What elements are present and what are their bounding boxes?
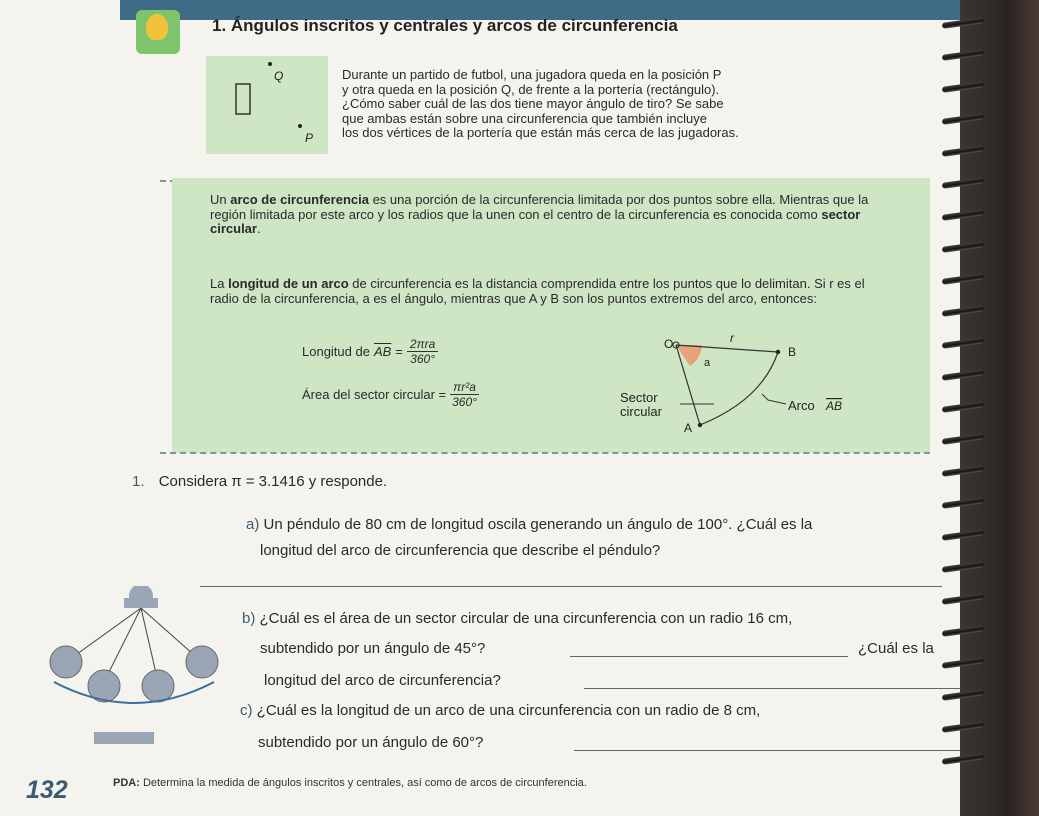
label-sector: Sector: [620, 390, 658, 405]
paragraph-text: La: [210, 276, 229, 291]
soccer-figure: [206, 56, 328, 154]
definition-paragraph-1: [210, 193, 882, 237]
intro-line: y otra queda en la posición Q, de frente a la portería (rectángulo).: [342, 81, 720, 97]
point-q-label: Q: [274, 69, 284, 83]
pda-label: PDA:: [113, 777, 140, 789]
question-c: [240, 700, 760, 722]
intro-line: los dos vértices de la portería que están más cerca de las jugadoras.: [342, 125, 739, 141]
label-a-angle: a: [704, 357, 711, 369]
question-c-label: c): [240, 702, 253, 719]
intro-line: Durante un partido de futbol, una jugadora queda en la posición P: [342, 67, 722, 82]
question-b-line3: longitud del arco de circunferencia?: [264, 672, 501, 689]
question-c-line2: subtendido por un ángulo de 60°?: [258, 734, 484, 751]
divider-bottom: [160, 452, 930, 454]
exercise-number: 1.: [132, 473, 145, 490]
section-title: 1. Ángulos inscritos y centrales y arcos de circunferencia: [212, 16, 678, 35]
arc-symbol: $\overline{AB}$: [373, 344, 392, 359]
point-q-dot: [268, 62, 272, 66]
label-r: r: [730, 331, 734, 345]
sector-diagram: [612, 330, 862, 445]
arc-numerator: 2πra: [407, 337, 438, 352]
paragraph-text: .: [256, 221, 261, 236]
question-b-label: b): [242, 610, 256, 627]
bold-term: longitud de un arco: [228, 276, 349, 291]
goal-diagram: [206, 56, 328, 154]
paragraph-text: es una porción de la circunferencia limitada por dos puntos sobre ella. Mientras que la región limitada por este arco y los radios que la unen con el centro de la circunferencia es conocida como: [210, 192, 869, 222]
label-arco-symbol: AB: [826, 399, 843, 413]
arc-ab: [700, 352, 778, 425]
question-a-line2: longitud del arco de circunferencia que describe el péndulo?: [260, 542, 661, 559]
pendulum-bob: [50, 646, 82, 678]
area-denominator: 360°: [452, 395, 477, 409]
question-b-line1: ¿Cuál es el área de un sector circular de una circunferencia con un radio 16 cm,: [259, 610, 793, 627]
point-p-label: P: [305, 131, 314, 145]
pendulum-svg: [44, 586, 224, 746]
point-b-dot: [776, 350, 780, 354]
bold-term: sector circular: [210, 206, 861, 236]
label-circular: circular: [620, 404, 662, 419]
exercise-prompt-text: Considera π = 3.1416 y responde.: [158, 473, 388, 490]
exercise-prompt: [132, 471, 387, 493]
area-fraction: [450, 380, 479, 409]
pendulum-bob: [142, 670, 174, 702]
question-b: [242, 608, 792, 630]
arc-denominator: 360°: [410, 352, 435, 366]
pendulum-bob: [186, 646, 218, 678]
lightbulb-icon: [146, 14, 168, 40]
equals-sign: =: [395, 344, 403, 359]
intro-text: [342, 68, 842, 141]
answer-line-b2[interactable]: [584, 674, 964, 689]
answer-line-b1[interactable]: [570, 642, 848, 657]
label-o: O: [664, 337, 674, 351]
sector-svg: [612, 330, 862, 445]
question-b-line2: subtendido por un ángulo de 45°?: [260, 640, 486, 657]
answer-line-c[interactable]: [574, 736, 972, 751]
area-formula-label: Área del sector circular =: [302, 387, 447, 402]
bold-term: arco de circunferencia: [230, 192, 369, 207]
paragraph-text: de circunferencia es la distancia comprendida entre los puntos que lo delimitan. Si r es el radio de la circunferencia, a es el ángulo, mientras que A y B son los puntos extremos del arco, entonces:: [210, 276, 865, 306]
sector-area-formula: [302, 380, 479, 409]
page-number: 132: [26, 776, 68, 804]
point-a-dot: [698, 423, 702, 427]
answer-line-a[interactable]: [200, 572, 942, 587]
area-numerator: πr²a: [450, 380, 479, 395]
question-a-line1: Un péndulo de 80 cm de longitud oscila generando un ángulo de 100°. ¿Cuál es la: [263, 516, 813, 533]
angle-wedge: [676, 345, 702, 366]
pda-text: Determina la medida de ángulos inscritos y centrales, así como de arcos de circunferencia.: [142, 777, 587, 789]
swing-arc: [54, 682, 214, 703]
question-b-line2b: ¿Cuál es la: [858, 640, 934, 657]
definition-paragraph-2: [210, 277, 882, 306]
paragraph-text: Un: [210, 192, 231, 207]
arc-arrow: [762, 394, 786, 404]
pendulum-illustration: [44, 586, 224, 746]
pendulum-base: [94, 732, 154, 744]
intro-line: que ambas están sobre una circunferencia que también incluye: [342, 110, 707, 126]
label-point-a: A: [684, 421, 693, 435]
question-c-line1: ¿Cuál es la longitud de un arco de una circunferencia con un radio de 8 cm,: [256, 702, 761, 719]
intro-line: ¿Cómo saber cuál de las dos tiene mayor ángulo de tiro? Se sabe: [342, 96, 724, 112]
arc-length-formula: [302, 337, 438, 366]
point-p-dot: [298, 124, 302, 128]
label-b: B: [788, 345, 797, 359]
question-a-label: a): [246, 516, 260, 533]
question-a: [246, 514, 812, 536]
arc-formula-label: Longitud de: [302, 344, 370, 359]
arc-fraction: [407, 337, 438, 366]
goal-rectangle: [236, 84, 250, 114]
pda-note: [113, 777, 587, 789]
label-arco: Arco: [788, 398, 815, 413]
